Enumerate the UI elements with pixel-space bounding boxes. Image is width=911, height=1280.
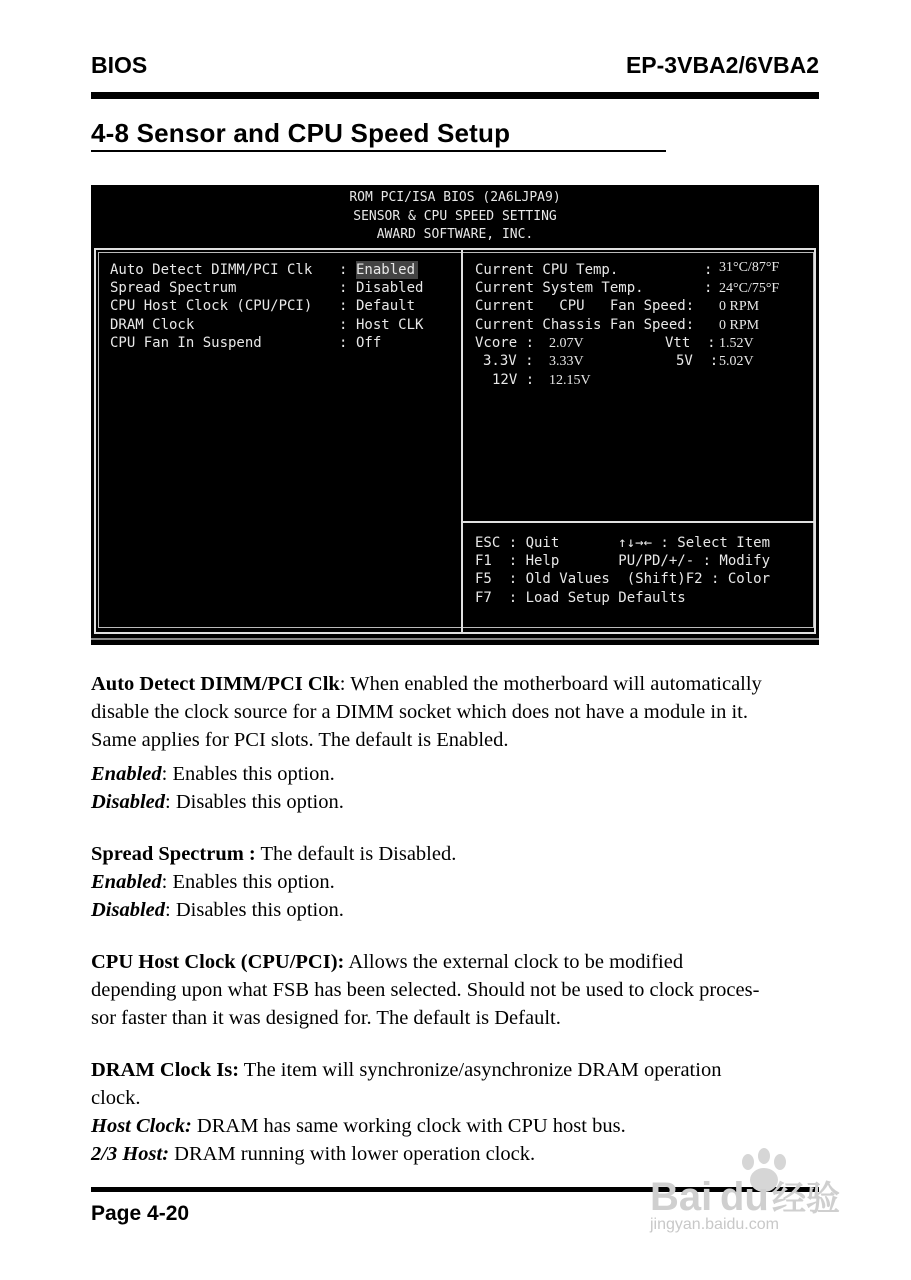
bios-title-line: AWARD SOFTWARE, INC. [376, 227, 534, 242]
header-rule [91, 92, 819, 99]
status-vcore-vtt: Vcore : 2.07V Vtt : 1.52V [475, 334, 805, 352]
status-system-temp: Current System Temp. : 24°C/75°F [475, 279, 805, 297]
desc-term: CPU Host Clock (CPU/PCI): [91, 951, 345, 973]
bios-vertical-divider [461, 248, 463, 634]
desc-auto-detect: Auto Detect DIMM/PCI Clk: When enabled the motherboard will automatically disable the clock source for a DIMM socket which does not have a module in it. Same applies for PCI slots. The default is Enabled. Enabled: Enables this option. Disabled: Disables this option. [91, 673, 762, 813]
page-number: Page 4-20 [91, 1202, 190, 1225]
bios-bottom-line [91, 638, 819, 640]
desc-term: DRAM Clock Is: [91, 1059, 240, 1081]
chassis-fan-value: 0 RPM [719, 318, 760, 333]
bios-title [91, 189, 819, 245]
v12-value: 12.15V [549, 373, 591, 388]
status-cpu-fan: Current CPU Fan Speed: 0 RPM [475, 297, 805, 315]
setting-cpu-fan-suspend[interactable]: CPU Fan In Suspend : Off [110, 334, 144, 352]
bios-horizontal-divider [463, 521, 814, 523]
desc-spread-spectrum: Spread Spectrum : The default is Disabled. Enabled: Enables this option. Disabled: Disables this option. [91, 843, 457, 921]
svg-text:Bai: Bai [650, 1175, 713, 1219]
status-3v-5v: 3.3V : 3.33V 5V : 5.02V [483, 352, 805, 370]
setting-auto-detect[interactable]: Auto Detect DIMM/PCI Clk : Enabled [110, 261, 144, 279]
setting-value[interactable]: Host CLK [356, 317, 424, 333]
setting-value[interactable]: Default [356, 298, 416, 314]
setting-cpu-host-clock[interactable]: CPU Host Clock (CPU/PCI) : Default [110, 297, 144, 315]
setting-label: CPU Host Clock (CPU/PCI) [110, 298, 313, 314]
setting-value[interactable]: Off [356, 335, 382, 351]
cpu-temp-value: 31°C/87°F [719, 260, 780, 275]
section-rule [91, 150, 666, 152]
desc-dram-clock: DRAM Clock Is: The item will synchronize/asynchronize DRAM operation clock. Host Clock: DRAM has same working clock with CPU host bus. 2/3 Host: DRAM running with lower operation clock. [91, 1059, 722, 1165]
status-cpu-temp: Current CPU Temp. : 31°C/87°F [475, 260, 780, 278]
desc-term: Spread Spectrum : [91, 843, 256, 865]
key-legend-line: ESC : Quit ↑↓→← : Select Item [475, 535, 771, 551]
vtt-value: 1.52V [719, 336, 754, 351]
bios-title-line: ROM PCI/ISA BIOS (2A6LJPA9) [349, 190, 561, 205]
setting-label: Spread Spectrum [110, 280, 237, 296]
desc-term: Auto Detect DIMM/PCI Clk [91, 673, 340, 695]
svg-text:经验: 经验 [772, 1179, 840, 1219]
setting-label: DRAM Clock [110, 317, 195, 333]
setting-value[interactable]: Enabled [356, 261, 418, 279]
setting-dram-clock[interactable]: DRAM Clock : Host CLK [110, 316, 144, 334]
section-title: 4-8 Sensor and CPU Speed Setup [91, 118, 511, 148]
vcore-value: 2.07V [549, 336, 584, 351]
key-legend-line: F7 : Load Setup Defaults [475, 590, 686, 606]
svg-text:du: du [720, 1175, 769, 1219]
v5-value: 5.02V [719, 354, 754, 369]
key-legend-line: F1 : Help PU/PD/+/- : Modify [475, 553, 771, 569]
header-right: EP-3VBA2/6VBA2 [625, 52, 819, 78]
setting-label: Auto Detect DIMM/PCI Clk [110, 262, 313, 278]
setting-spread-spectrum[interactable]: Spread Spectrum : Disabled [110, 279, 144, 297]
system-temp-value: 24°C/75°F [719, 281, 780, 296]
desc-cpu-host-clock: CPU Host Clock (CPU/PCI): Allows the external clock to be modified depending upon what FSB has been selected. Should not be used to clock proces- sor faster than it was designed for. The default is Default. [91, 951, 760, 1029]
header-left: BIOS [91, 52, 148, 78]
key-legend-line: F5 : Old Values (Shift)F2 : Color [475, 571, 771, 587]
cpu-fan-value: 0 RPM [719, 299, 760, 314]
v33-value: 3.33V [549, 354, 584, 369]
status-12v: 12V : 12.15V [492, 371, 805, 389]
bios-screen [91, 185, 819, 645]
bios-title-line: SENSOR & CPU SPEED SETTING [353, 208, 557, 224]
setting-label: CPU Fan In Suspend [110, 335, 262, 351]
watermark-url: jingyan.baidu.com [650, 1216, 779, 1233]
setting-value[interactable]: Disabled [356, 280, 424, 296]
status-chassis-fan: Current Chassis Fan Speed: 0 RPM [475, 316, 805, 334]
